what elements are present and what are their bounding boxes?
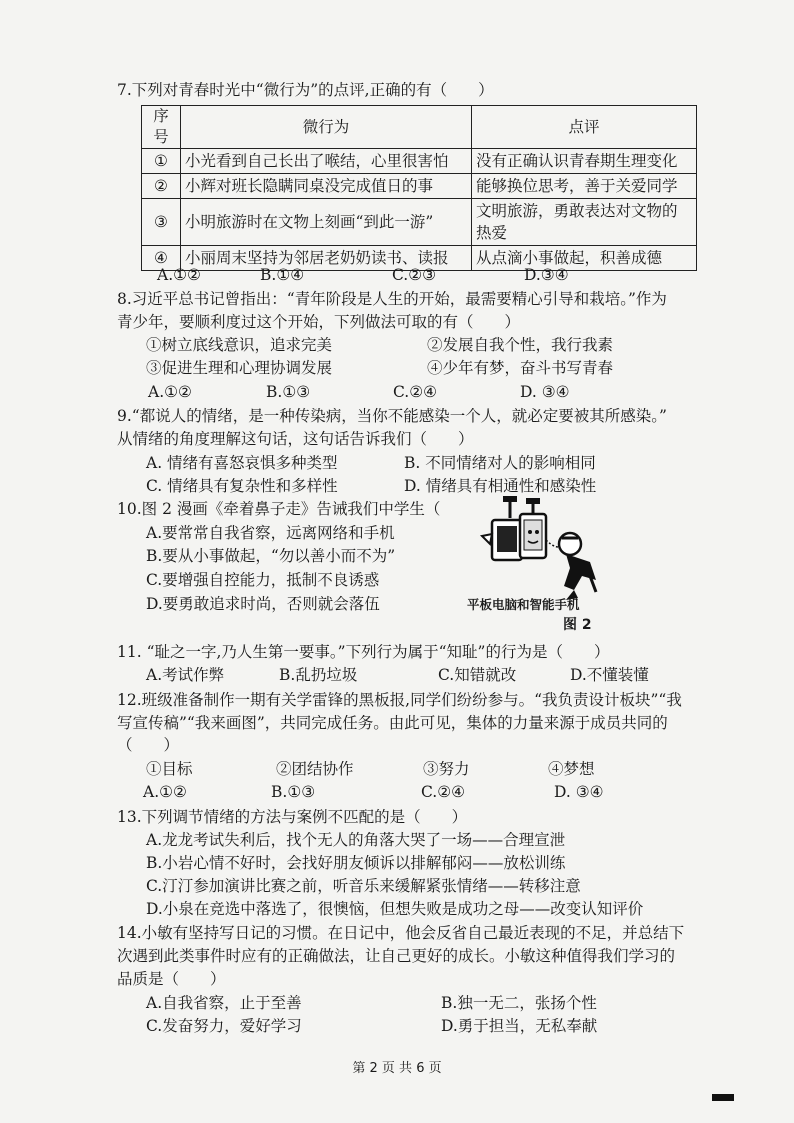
- row-num: ④: [142, 246, 181, 271]
- q8-choice-d: D. ③④: [520, 383, 570, 401]
- q12-stem-line1: 12.班级准备制作一期有关学雷锋的黑板报,同学们纷纷参与。“我负责设计板块”“我: [117, 691, 682, 709]
- header-num: 序号: [142, 106, 181, 149]
- row-comment: 能够换位思考，善于关爱同学: [472, 174, 697, 199]
- q10-stem: 10.图 2 漫画《牵着鼻子走》告诫我们中学生（: [117, 500, 441, 518]
- q10-option-b: B.要从小事做起，“勿以善小而不为”: [146, 547, 396, 565]
- q8-choice-b: B.①③: [266, 383, 311, 401]
- q12-choice-d: D. ③④: [554, 783, 604, 801]
- figure-caption: 平板电脑和智能手机: [467, 597, 580, 612]
- row-action: 小明旅游时在文物上刻画“到此一游”: [181, 199, 472, 246]
- q8-statement-3: ③促进生理和心理协调发展: [146, 359, 333, 377]
- q14-option-a: A.自我省察，止于至善: [146, 994, 302, 1012]
- q14-stem-line1: 14.小敏有坚持写日记的习惯。在日记中，他会反省自己最近表现的不足，并总结下: [117, 924, 685, 942]
- q7-choice-b: B.①④: [260, 266, 305, 284]
- row-action: 小丽周末坚持为邻居老奶奶读书、读报: [181, 246, 472, 271]
- q14-option-d: D.勇于担当，无私奉献: [441, 1017, 598, 1035]
- q8-statement-2: ②发展自我个性，我行我素: [427, 336, 614, 354]
- q9-stem-line1: 9.“都说人的情绪，是一种传染病，当你不能感染一个人，就必定要被其所感染。”: [117, 407, 667, 425]
- page-number: 第 2 页 共 6 页: [352, 1061, 442, 1076]
- row-num: ③: [142, 199, 181, 246]
- q11-choice-d: D.不懂装懂: [570, 666, 649, 684]
- q12-item-2: ②团结协作: [276, 760, 354, 778]
- row-num: ①: [142, 149, 181, 174]
- q11-stem: 11. “耻之一字,乃人生第一要事。”下列行为属于“知耻”的行为是（ ）: [117, 643, 610, 661]
- header-comment: 点评: [472, 106, 697, 149]
- figure-label: 图 2: [563, 617, 592, 633]
- q9-option-c: C. 情绪具有复杂性和多样性: [146, 477, 338, 495]
- q12-stem-line3: （ ）: [117, 736, 180, 754]
- q12-item-3: ③努力: [423, 760, 470, 778]
- row-num: ②: [142, 174, 181, 199]
- q9-option-b: B. 不同情绪对人的影响相同: [404, 454, 596, 472]
- table-row: [142, 149, 697, 174]
- q12-choice-b: B.①③: [271, 783, 316, 801]
- q9-stem-line2: 从情绪的角度理解这句话，这句话告诉我们（ ）: [117, 430, 474, 448]
- q8-choice-a: A.①②: [148, 383, 192, 401]
- corner-mark: [712, 1094, 734, 1101]
- q12-choice-c: C.②④: [421, 783, 466, 801]
- q13-option-c: C.汀汀参加演讲比赛之前，听音乐来缓解紧张情绪——转移注意: [146, 877, 581, 895]
- q7-table: [141, 105, 697, 271]
- q8-statement-4: ④少年有梦，奋斗书写青春: [427, 359, 614, 377]
- q14-stem-line2: 次遇到此类事件时应有的正确做法，让自己更好的成长。小敏这种值得我们学习的: [117, 947, 676, 965]
- table-header-row: [142, 106, 697, 149]
- row-comment: 文明旅游，勇敢表达对文物的热爱: [472, 199, 697, 246]
- q12-stem-line2: 写宣传稿”“我来画图”，共同完成任务。由此可见，集体的力量来源于成员共同的: [117, 714, 668, 732]
- q13-option-b: B.小岩心情不好时，会找好朋友倾诉以排解郁闷——放松训练: [146, 854, 566, 872]
- q13-option-d: D.小泉在竞选中落选了，很懊恼，但想失败是成功之母——改变认知评价: [146, 900, 644, 918]
- table-row: [142, 199, 697, 246]
- q10-option-c: C.要增强自控能力，抵制不良诱惑: [146, 571, 380, 589]
- q11-choice-a: A.考试作弊: [146, 666, 225, 684]
- q11-choice-b: B.乱扔垃圾: [279, 666, 358, 684]
- q13-stem: 13.下列调节情绪的方法与案例不匹配的是（ ）: [117, 808, 468, 826]
- row-comment: 没有正确认识青春期生理变化: [472, 149, 697, 174]
- header-action: 微行为: [181, 106, 472, 149]
- q8-stem-line1: 8.习近平总书记曾指出：“青年阶段是人生的开始，最需要精心引导和栽培。”作为: [117, 290, 667, 308]
- q7-choice-d: D.③④: [524, 266, 569, 284]
- table-row: [142, 174, 697, 199]
- q12-choice-a: A.①②: [143, 783, 187, 801]
- q8-statement-1: ①树立底线意识，追求完美: [146, 336, 333, 354]
- cartoon-illustration: [470, 496, 600, 608]
- q14-option-b: B.独一无二，张扬个性: [441, 994, 597, 1012]
- q12-item-4: ④梦想: [548, 760, 595, 778]
- q14-option-c: C.发奋努力，爱好学习: [146, 1017, 302, 1035]
- q7-stem: 7.下列对青春时光中“微行为”的点评,正确的有（ ）: [117, 81, 494, 99]
- q9-option-d: D. 情绪具有相通性和感染性: [404, 477, 597, 495]
- q13-option-a: A.龙龙考试失利后，找个无人的角落大哭了一场——合理宣泄: [146, 831, 566, 849]
- q11-choice-c: C.知错就改: [438, 666, 517, 684]
- row-action: 小光看到自己长出了喉结，心里很害怕: [181, 149, 472, 174]
- q8-stem-line2: 青少年，要顺利度过这个开始，下列做法可取的有（ ）: [117, 313, 521, 331]
- row-comment: 从点滴小事做起，积善成德: [472, 246, 697, 271]
- q12-item-1: ①目标: [146, 760, 193, 778]
- q7-choice-c: C.②③: [392, 266, 437, 284]
- q7-choice-a: A.①②: [157, 266, 201, 284]
- q9-option-a: A. 情绪有喜怒哀惧多种类型: [146, 454, 338, 472]
- q8-choice-c: C.②④: [393, 383, 438, 401]
- q10-option-a: A.要常常自我省察，远离网络和手机: [146, 524, 395, 542]
- q14-stem-line3: 品质是（ ）: [117, 970, 226, 988]
- q10-option-d: D.要勇敢追求时尚，否则就会落伍: [146, 595, 380, 613]
- row-action: 小辉对班长隐瞒同桌没完成值日的事: [181, 174, 472, 199]
